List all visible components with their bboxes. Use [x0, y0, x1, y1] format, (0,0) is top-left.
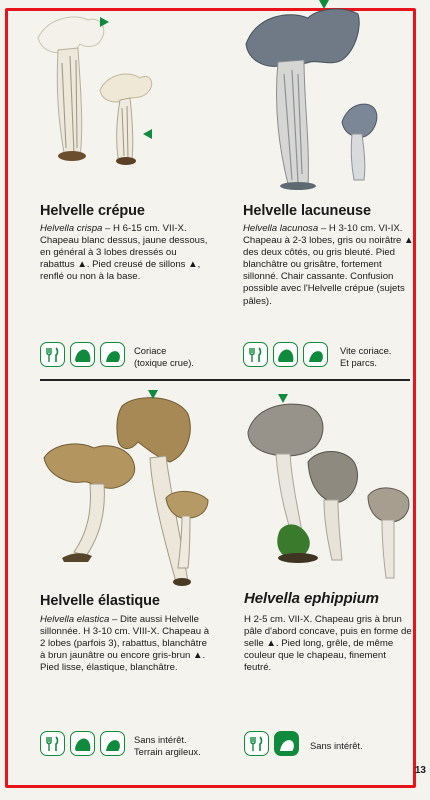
pointer-marker-icon: [319, 0, 329, 9]
mushroom-icon: [70, 731, 95, 756]
pointer-marker-icon: [148, 390, 158, 399]
helvella-elastica-illustration: [38, 392, 218, 590]
species-description: Helvella elastica – Dite aussi Helvelle sillonnée. H 3-10 cm. VIII-X. Chapeau à 2 lobes (parfois 3), rabattus, blanchâtre à brun jaunâtre ou encore gris-brun ▲. Pied lisse, élastique, blanchâtre.: [40, 614, 210, 674]
mushroom-icon: [100, 731, 125, 756]
helvella-lacunosa-illustration: [238, 4, 408, 190]
note-line-2: (toxique crue).: [134, 357, 194, 368]
icon-row: [243, 342, 328, 367]
fork-knife-icon: [40, 731, 65, 756]
note-line-1: Sans intérêt.: [134, 734, 187, 745]
mushroom-icon: [273, 342, 298, 367]
note-line-2: Terrain argileux.: [134, 746, 201, 757]
mushroom-icon: [303, 342, 328, 367]
mushroom-icon: [100, 342, 125, 367]
species-title: Helvelle crépue: [40, 203, 145, 219]
helvella-crispa-illustration: [28, 8, 178, 178]
note-line-1: Sans intérêt.: [310, 740, 363, 751]
icon-row: [40, 342, 125, 367]
fork-knife-icon: [243, 342, 268, 367]
species-description: Helvella lacunosa – H 3-10 cm. VI-IX. Chapeau à 2-3 lobes, gris ou noirâtre ▲ des deux côtés, ou gris bleuté. Pied blanchâtre ou grisâtre, fortement sillonné. Chair cassante. Confusion possible avec l'Helvelle crépue (sujets pâles).: [243, 223, 414, 307]
note-line-1: Coriace: [134, 345, 167, 356]
species-description: H 2-5 cm. VII-X. Chapeau gris à brun pâle d'abord concave, puis en forme de selle ▲. Pied long, grêle, de même couleur que le chapeau, finement feutré.: [244, 614, 412, 674]
icon-row: [244, 731, 299, 756]
mushroom-icon: [70, 342, 95, 367]
fork-knife-icon: [40, 342, 65, 367]
section-divider: [40, 379, 410, 381]
pointer-marker-icon: [143, 129, 152, 139]
page-number: 13: [414, 765, 426, 776]
fork-knife-icon: [244, 731, 269, 756]
note-line-2: Et parcs.: [340, 357, 377, 368]
species-description: Helvella crispa – H 6-15 cm. VII-X. Chapeau blanc dessus, jaune dessous, en général à 3 lobes dressés ou rabattus ▲. Pied creusé de sillons ▲, renflé ou non à la base.: [40, 223, 208, 283]
pointer-marker-icon: [278, 394, 288, 403]
helvella-ephippium-illustration: [244, 392, 414, 584]
icon-row: [40, 731, 125, 756]
species-title: Helvella ephippium: [244, 590, 379, 607]
species-title: Helvelle élastique: [40, 593, 160, 609]
note-line-1: Vite coriace.: [340, 345, 392, 356]
pointer-marker-icon: [100, 17, 109, 27]
species-title: Helvelle lacuneuse: [243, 203, 371, 219]
mushroom-icon: [274, 731, 299, 756]
